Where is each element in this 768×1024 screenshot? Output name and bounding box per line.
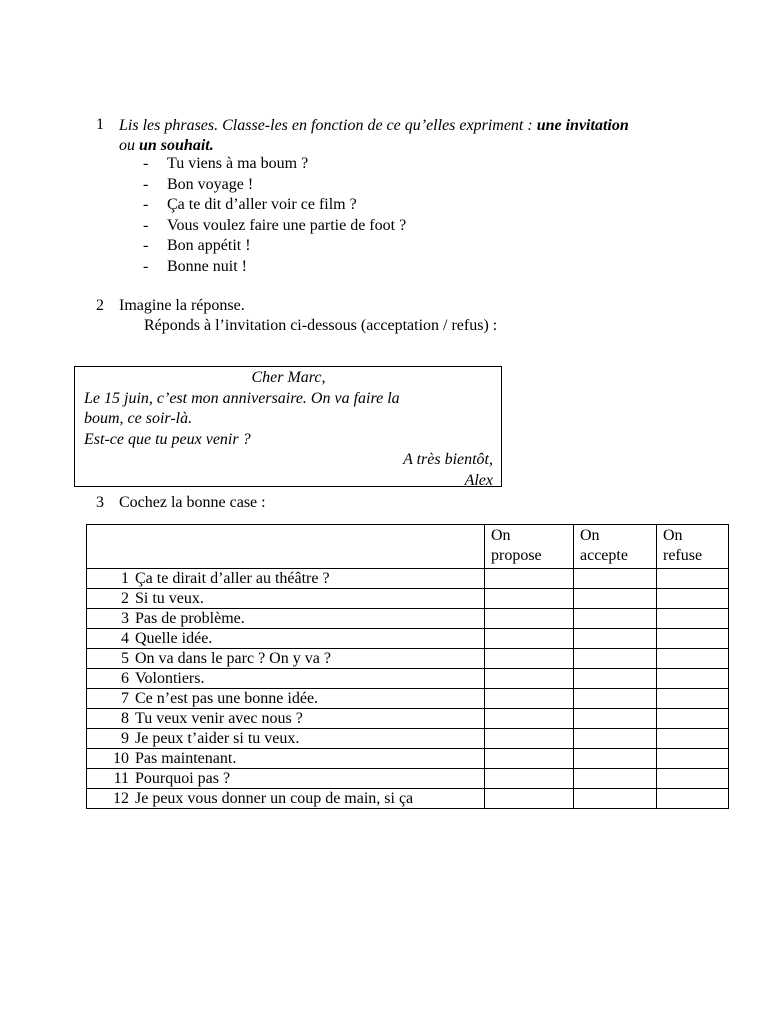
checkbox-cell-propose[interactable] bbox=[485, 589, 574, 609]
question-cell bbox=[87, 649, 485, 669]
checkbox-cell-propose[interactable] bbox=[485, 669, 574, 689]
question-cell bbox=[87, 749, 485, 769]
row-number: 12 bbox=[113, 790, 129, 807]
checkbox-cell-refuse[interactable] bbox=[657, 629, 729, 649]
checkbox-cell-accepte[interactable] bbox=[574, 769, 657, 789]
checkbox-cell-accepte[interactable] bbox=[574, 709, 657, 729]
checkbox-cell-refuse[interactable] bbox=[657, 729, 729, 749]
checkbox-cell-refuse[interactable] bbox=[657, 689, 729, 709]
exercise-2-instruction: Réponds à l’invitation ci-dessous (acceptation / refus) : bbox=[144, 317, 498, 334]
row-number: 9 bbox=[121, 730, 129, 747]
table-row bbox=[87, 709, 729, 729]
checkbox-cell-refuse[interactable] bbox=[657, 569, 729, 589]
checkbox-cell-propose[interactable] bbox=[485, 649, 574, 669]
checkbox-cell-refuse[interactable] bbox=[657, 589, 729, 609]
checkbox-cell-accepte[interactable] bbox=[574, 649, 657, 669]
checkbox-cell-refuse[interactable] bbox=[657, 609, 729, 629]
table-header-blank bbox=[87, 525, 485, 569]
answer-table bbox=[86, 524, 729, 809]
checkbox-cell-refuse[interactable] bbox=[657, 769, 729, 789]
table-row bbox=[87, 749, 729, 769]
question-cell bbox=[87, 789, 485, 809]
table-row bbox=[87, 649, 729, 669]
checkbox-cell-refuse[interactable] bbox=[657, 789, 729, 809]
row-text: Ce n’est pas une bonne idée. bbox=[135, 690, 319, 707]
table-row bbox=[87, 629, 729, 649]
row-text: Volontiers. bbox=[135, 670, 205, 687]
checkbox-cell-accepte[interactable] bbox=[574, 689, 657, 709]
column-header-accepte: On accepte bbox=[574, 525, 657, 569]
list-item: - Bonne nuit ! bbox=[167, 257, 406, 278]
checkbox-cell-propose[interactable] bbox=[485, 749, 574, 769]
letter-greeting: Cher Marc, bbox=[251, 369, 326, 386]
exercise-2-number: 2 bbox=[96, 297, 104, 314]
checkbox-cell-accepte[interactable] bbox=[574, 629, 657, 649]
letter-line: Le 15 juin, c’est mon anniversaire. On va faire la bbox=[84, 389, 400, 407]
table-row bbox=[87, 729, 729, 749]
table-row bbox=[87, 769, 729, 789]
row-number: 8 bbox=[121, 710, 129, 727]
list-item: - Ça te dit d’aller voir ce film ? bbox=[167, 195, 406, 216]
checkbox-cell-propose[interactable] bbox=[485, 789, 574, 809]
checkbox-cell-accepte[interactable] bbox=[574, 569, 657, 589]
list-item: - Tu viens à ma boum ? bbox=[167, 154, 406, 175]
row-text: Pas maintenant. bbox=[135, 750, 237, 767]
row-text: Pas de problème. bbox=[135, 610, 245, 627]
row-number: 4 bbox=[121, 630, 129, 647]
row-text: Ça te dirait d’aller au théâtre ? bbox=[135, 570, 330, 587]
table-row bbox=[87, 609, 729, 629]
checkbox-cell-propose[interactable] bbox=[485, 689, 574, 709]
row-number: 1 bbox=[121, 570, 129, 587]
checkbox-cell-accepte[interactable] bbox=[574, 589, 657, 609]
checkbox-cell-refuse[interactable] bbox=[657, 709, 729, 729]
row-text: Si tu veux. bbox=[135, 590, 204, 607]
list-item: - Vous voulez faire une partie de foot ? bbox=[167, 216, 406, 237]
row-text: On va dans le parc ? On y va ? bbox=[135, 650, 331, 667]
checkbox-cell-accepte[interactable] bbox=[574, 749, 657, 769]
phrase-list bbox=[167, 154, 406, 277]
table-header-row bbox=[87, 525, 729, 569]
row-number: 3 bbox=[121, 610, 129, 627]
row-number: 6 bbox=[121, 670, 129, 687]
checkbox-cell-propose[interactable] bbox=[485, 569, 574, 589]
checkbox-cell-propose[interactable] bbox=[485, 709, 574, 729]
checkbox-cell-accepte[interactable] bbox=[574, 789, 657, 809]
checkbox-cell-accepte[interactable] bbox=[574, 729, 657, 749]
question-cell bbox=[87, 589, 485, 609]
letter-line: Est-ce que tu peux venir ? bbox=[84, 430, 251, 448]
question-cell bbox=[87, 709, 485, 729]
exercise-3-number: 3 bbox=[96, 494, 104, 511]
row-text: Je peux t’aider si tu veux. bbox=[135, 730, 300, 747]
invitation-letter-box bbox=[74, 366, 502, 487]
row-text: Quelle idée. bbox=[135, 630, 213, 647]
question-cell bbox=[87, 569, 485, 589]
checkbox-cell-refuse[interactable] bbox=[657, 669, 729, 689]
checkbox-cell-refuse[interactable] bbox=[657, 749, 729, 769]
table-row bbox=[87, 569, 729, 589]
letter-signature: Alex bbox=[464, 471, 493, 489]
table-row bbox=[87, 789, 729, 809]
column-header-propose: On propose bbox=[485, 525, 574, 569]
checkbox-cell-refuse[interactable] bbox=[657, 649, 729, 669]
row-text: Tu veux venir avec nous ? bbox=[135, 710, 303, 727]
question-cell bbox=[87, 769, 485, 789]
exercise-2-title: Imagine la réponse. bbox=[119, 297, 245, 314]
checkbox-cell-propose[interactable] bbox=[485, 729, 574, 749]
instruction-text: Lis les phrases. Classe-les en fonction de ce qu’elles expriment : bbox=[119, 117, 537, 134]
letter-line: boum, ce soir-là. bbox=[84, 410, 193, 427]
column-header-refuse: On refuse bbox=[657, 525, 729, 569]
checkbox-cell-accepte[interactable] bbox=[574, 609, 657, 629]
list-item: - Bon voyage ! bbox=[167, 175, 406, 196]
instruction-bold-invitation: une invitation bbox=[536, 117, 629, 134]
exercise-1-instruction bbox=[119, 116, 719, 156]
checkbox-cell-accepte[interactable] bbox=[574, 669, 657, 689]
instruction-text-2: ou bbox=[119, 137, 139, 154]
question-cell bbox=[87, 689, 485, 709]
table-row bbox=[87, 689, 729, 709]
row-number: 5 bbox=[121, 650, 129, 667]
row-text: Je peux vous donner un coup de main, si ça bbox=[135, 790, 414, 807]
question-cell bbox=[87, 669, 485, 689]
table-row bbox=[87, 589, 729, 609]
row-number: 11 bbox=[113, 770, 129, 787]
question-cell bbox=[87, 629, 485, 649]
exercise-1-number: 1 bbox=[96, 116, 104, 133]
row-number: 7 bbox=[121, 690, 129, 707]
checkbox-cell-propose[interactable] bbox=[485, 629, 574, 649]
row-number: 2 bbox=[121, 590, 129, 607]
list-item: - Bon appétit ! bbox=[167, 236, 406, 257]
checkbox-cell-propose[interactable] bbox=[485, 609, 574, 629]
question-cell bbox=[87, 609, 485, 629]
exercise-3-title: Cochez la bonne case : bbox=[119, 494, 266, 511]
letter-closing: A très bientôt, bbox=[403, 451, 493, 468]
instruction-bold-souhait: un souhait. bbox=[139, 137, 214, 154]
row-number: 10 bbox=[113, 750, 129, 767]
table-row bbox=[87, 669, 729, 689]
checkbox-cell-propose[interactable] bbox=[485, 769, 574, 789]
question-cell bbox=[87, 729, 485, 749]
row-text: Pourquoi pas ? bbox=[135, 770, 231, 787]
